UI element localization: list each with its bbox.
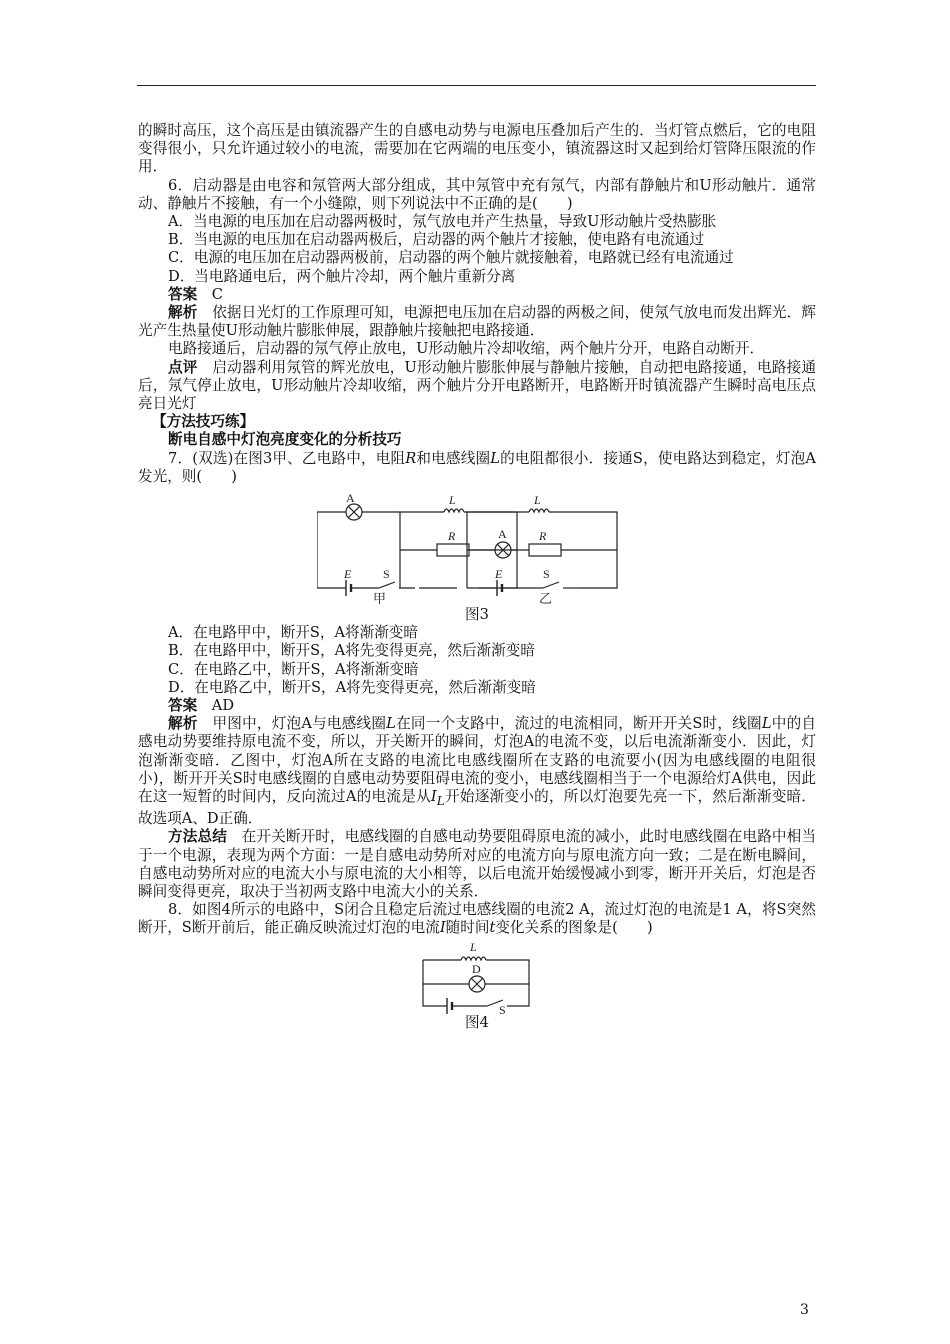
label-e-jia: E bbox=[344, 567, 352, 582]
q8-text-3: 变化关系的图象是( ) bbox=[495, 919, 653, 937]
label-d: D bbox=[472, 961, 481, 976]
analysis-text-3: 中的自感电动势要维持原电流不变，所以，开关断开的瞬间，灯泡A的电流不变，以后电流渐渐变小．因此，灯泡渐渐变暗．乙图中，灯泡A所在支路的电流比电感线圈所在支路的电流要小(因为电感线圈的电阻很小)，断开开关S时电感线圈的自感电动势要阻碍电流的变小，电感线圈相当于一个电源给灯A供电，因此在这一短暂的时间内，反向流过A的电流是从 bbox=[138, 715, 816, 806]
comment-label: 点评 bbox=[168, 358, 198, 376]
answer-value: AD bbox=[197, 697, 235, 715]
q6-option-d: D．当电路通电后，两个触片冷却，两个触片重新分离 bbox=[168, 267, 516, 285]
label-jia: 甲 bbox=[373, 591, 387, 607]
question-7 bbox=[138, 450, 816, 486]
q7-answer bbox=[138, 697, 816, 715]
comment-text: 启动器利用氖管的辉光放电，U形动触片膨胀伸展与静触片接触，自动把电路接通，电路接通后，氖气停止放电，U形动触片冷却收缩，两个触片分开电路断开，电路断开时镇流器产生瞬时高电压点亮日光灯 bbox=[138, 358, 816, 413]
q7-option-d: D．在电路乙中，断开S，A将先变得更亮，然后渐渐变暗 bbox=[168, 678, 536, 696]
q6-option-b: B．当电源的电压加在启动器两极后，启动器的两个触片才接触，使电路有电流通过 bbox=[168, 231, 705, 249]
inductor-l bbox=[461, 957, 486, 960]
figure-3-circuits bbox=[317, 490, 637, 606]
q6-option-c: C．电源的电压加在启动器两极前，启动器的两个触片就接触着，电路就已经有电流通过 bbox=[168, 249, 734, 267]
label-l: L bbox=[470, 941, 477, 954]
method-summary bbox=[138, 828, 816, 901]
answer-value: C bbox=[197, 285, 223, 303]
figure-4-caption: 图4 bbox=[465, 1013, 489, 1031]
resistor-r-yi bbox=[529, 544, 561, 556]
question-8 bbox=[138, 901, 816, 937]
analysis-symbol-l-2: L bbox=[761, 715, 772, 733]
q7-text-3: 的电阻都很小．接通S，使电路达到稳定，灯泡A发光，则( ) bbox=[138, 449, 816, 485]
q6-comment bbox=[138, 359, 816, 414]
figure-4-circuit bbox=[419, 942, 535, 1014]
label-l-jia: L bbox=[449, 493, 456, 508]
analysis-text-4: 开始逐渐变小的，所以灯泡要先亮一下，然后渐渐变暗．故选项A、D正确． bbox=[138, 788, 816, 828]
analysis-symbol-i: I bbox=[430, 788, 437, 806]
q7-option-c: C．在电路乙中，断开S，A将渐渐变暗 bbox=[168, 660, 419, 678]
summary-text: 在开关断开时，电感线圈的自感电动势要阻碍原电流的减小，此时电感线圈在电路中相当于一个电源，表现为两个方面：一是自感电动势所对应的电流方向与原电流方向一致；二是在断电瞬间，自感电动势所对应的电流大小与原电流的大小相等，以后电流开始缓慢减小到零，断开开关后，灯泡是否瞬间变得更亮，取决于当初两支路中电流大小的关系． bbox=[138, 828, 816, 901]
inductor-l-yi bbox=[529, 509, 549, 512]
q7-text-1: 7．(双选)在图3甲、乙电路中，电阻 bbox=[168, 449, 406, 467]
answer-label: 答案 bbox=[168, 285, 198, 303]
analysis-text-1: 甲图中，灯泡A与电感线圈 bbox=[197, 715, 387, 733]
analysis-label: 解析 bbox=[168, 304, 198, 322]
method-subtitle: 断电自感中灯泡亮度变化的分析技巧 bbox=[168, 431, 402, 449]
label-r-jia: R bbox=[448, 529, 456, 544]
label-l-yi: L bbox=[534, 493, 541, 508]
label-yi: 乙 bbox=[539, 591, 553, 607]
q7-analysis bbox=[138, 715, 816, 828]
header-rule bbox=[137, 85, 816, 86]
q8-symbol-t: t bbox=[489, 919, 496, 937]
q6-answer bbox=[138, 286, 816, 304]
q8-text-2: 随时间 bbox=[445, 919, 490, 937]
label-e-yi: E bbox=[495, 567, 503, 582]
answer-label: 答案 bbox=[168, 697, 198, 715]
q8-text-1: 8．如图4所示的电路中，S闭合且稳定后流过电感线圈的电流2 A，流过灯泡的电流是1 A，将S突然断开，S断开前后，能正确反映流过灯泡的电流 bbox=[138, 901, 816, 937]
q7-symbol-r: R bbox=[405, 449, 417, 467]
analysis-text: 依据日光灯的工作原理可知，电源把电压加在启动器的两极之间，使氖气放电而发出辉光．辉光产生热量使U形动触片膨胀伸展，跟静触片接触把电路接通． bbox=[138, 304, 816, 340]
figure-3-caption: 图3 bbox=[465, 606, 489, 624]
q6-option-a: A．当电源的电压加在启动器两极时，氖气放电并产生热量，导致U形动触片受热膨胀 bbox=[168, 213, 717, 231]
q6-analysis bbox=[138, 304, 816, 340]
q7-option-a: A．在电路甲中，断开S，A将渐渐变暗 bbox=[168, 624, 418, 642]
paragraph-continuation: 的瞬时高压，这个高压是由镇流器产生的自感电动势与电源电压叠加后产生的．当灯管点燃后，它的电阻变得很小，只允许通过较小的电流，需要加在它两端的电压变小，镇流器这时又起到给灯管降压限流的作用． bbox=[138, 122, 816, 176]
label-lamp-a-jia: A bbox=[346, 491, 355, 506]
label-s-yi: S bbox=[543, 567, 550, 582]
resistor-r-jia bbox=[437, 544, 469, 556]
page-number: 3 bbox=[800, 1302, 809, 1318]
label-s-jia: S bbox=[383, 567, 390, 582]
switch-s-yi bbox=[543, 582, 559, 588]
analysis-text-2: 在同一个支路中，流过的电流相同，断开开关S时，线圈 bbox=[395, 715, 762, 733]
label-lamp-a-yi: A bbox=[498, 527, 507, 542]
q7-text-2: 和电感线圈 bbox=[416, 449, 491, 467]
question-6: 6．启动器是由电容和氖管两大部分组成，其中氖管中充有氖气，内部有静触片和U形动触片．通常动、静触片不接触，有一个小缝隙，则下列说法中不正确的是( ) bbox=[138, 176, 816, 212]
analysis-symbol-i-sub: L bbox=[436, 794, 445, 808]
q7-symbol-l: L bbox=[490, 449, 500, 467]
q8-symbol-i: I bbox=[439, 919, 446, 937]
q6-analysis-cont: 电路接通后，启动器的氖气停止放电，U形动触片冷却收缩，两个触片分开，电路自动断开． bbox=[168, 340, 765, 358]
analysis-label: 解析 bbox=[168, 715, 198, 733]
switch-s-jia bbox=[379, 582, 395, 588]
label-r-yi: R bbox=[539, 529, 547, 544]
summary-label: 方法总结 bbox=[168, 828, 227, 846]
label-s: S bbox=[499, 1002, 506, 1014]
analysis-symbol-l: L bbox=[386, 715, 396, 733]
document-body bbox=[138, 122, 816, 1032]
inductor-l-jia bbox=[444, 509, 464, 512]
q7-option-b: B．在电路甲中，断开S，A将先变得更亮，然后渐渐变暗 bbox=[168, 642, 535, 660]
method-section-title: 【方法技巧练】 bbox=[152, 413, 255, 431]
